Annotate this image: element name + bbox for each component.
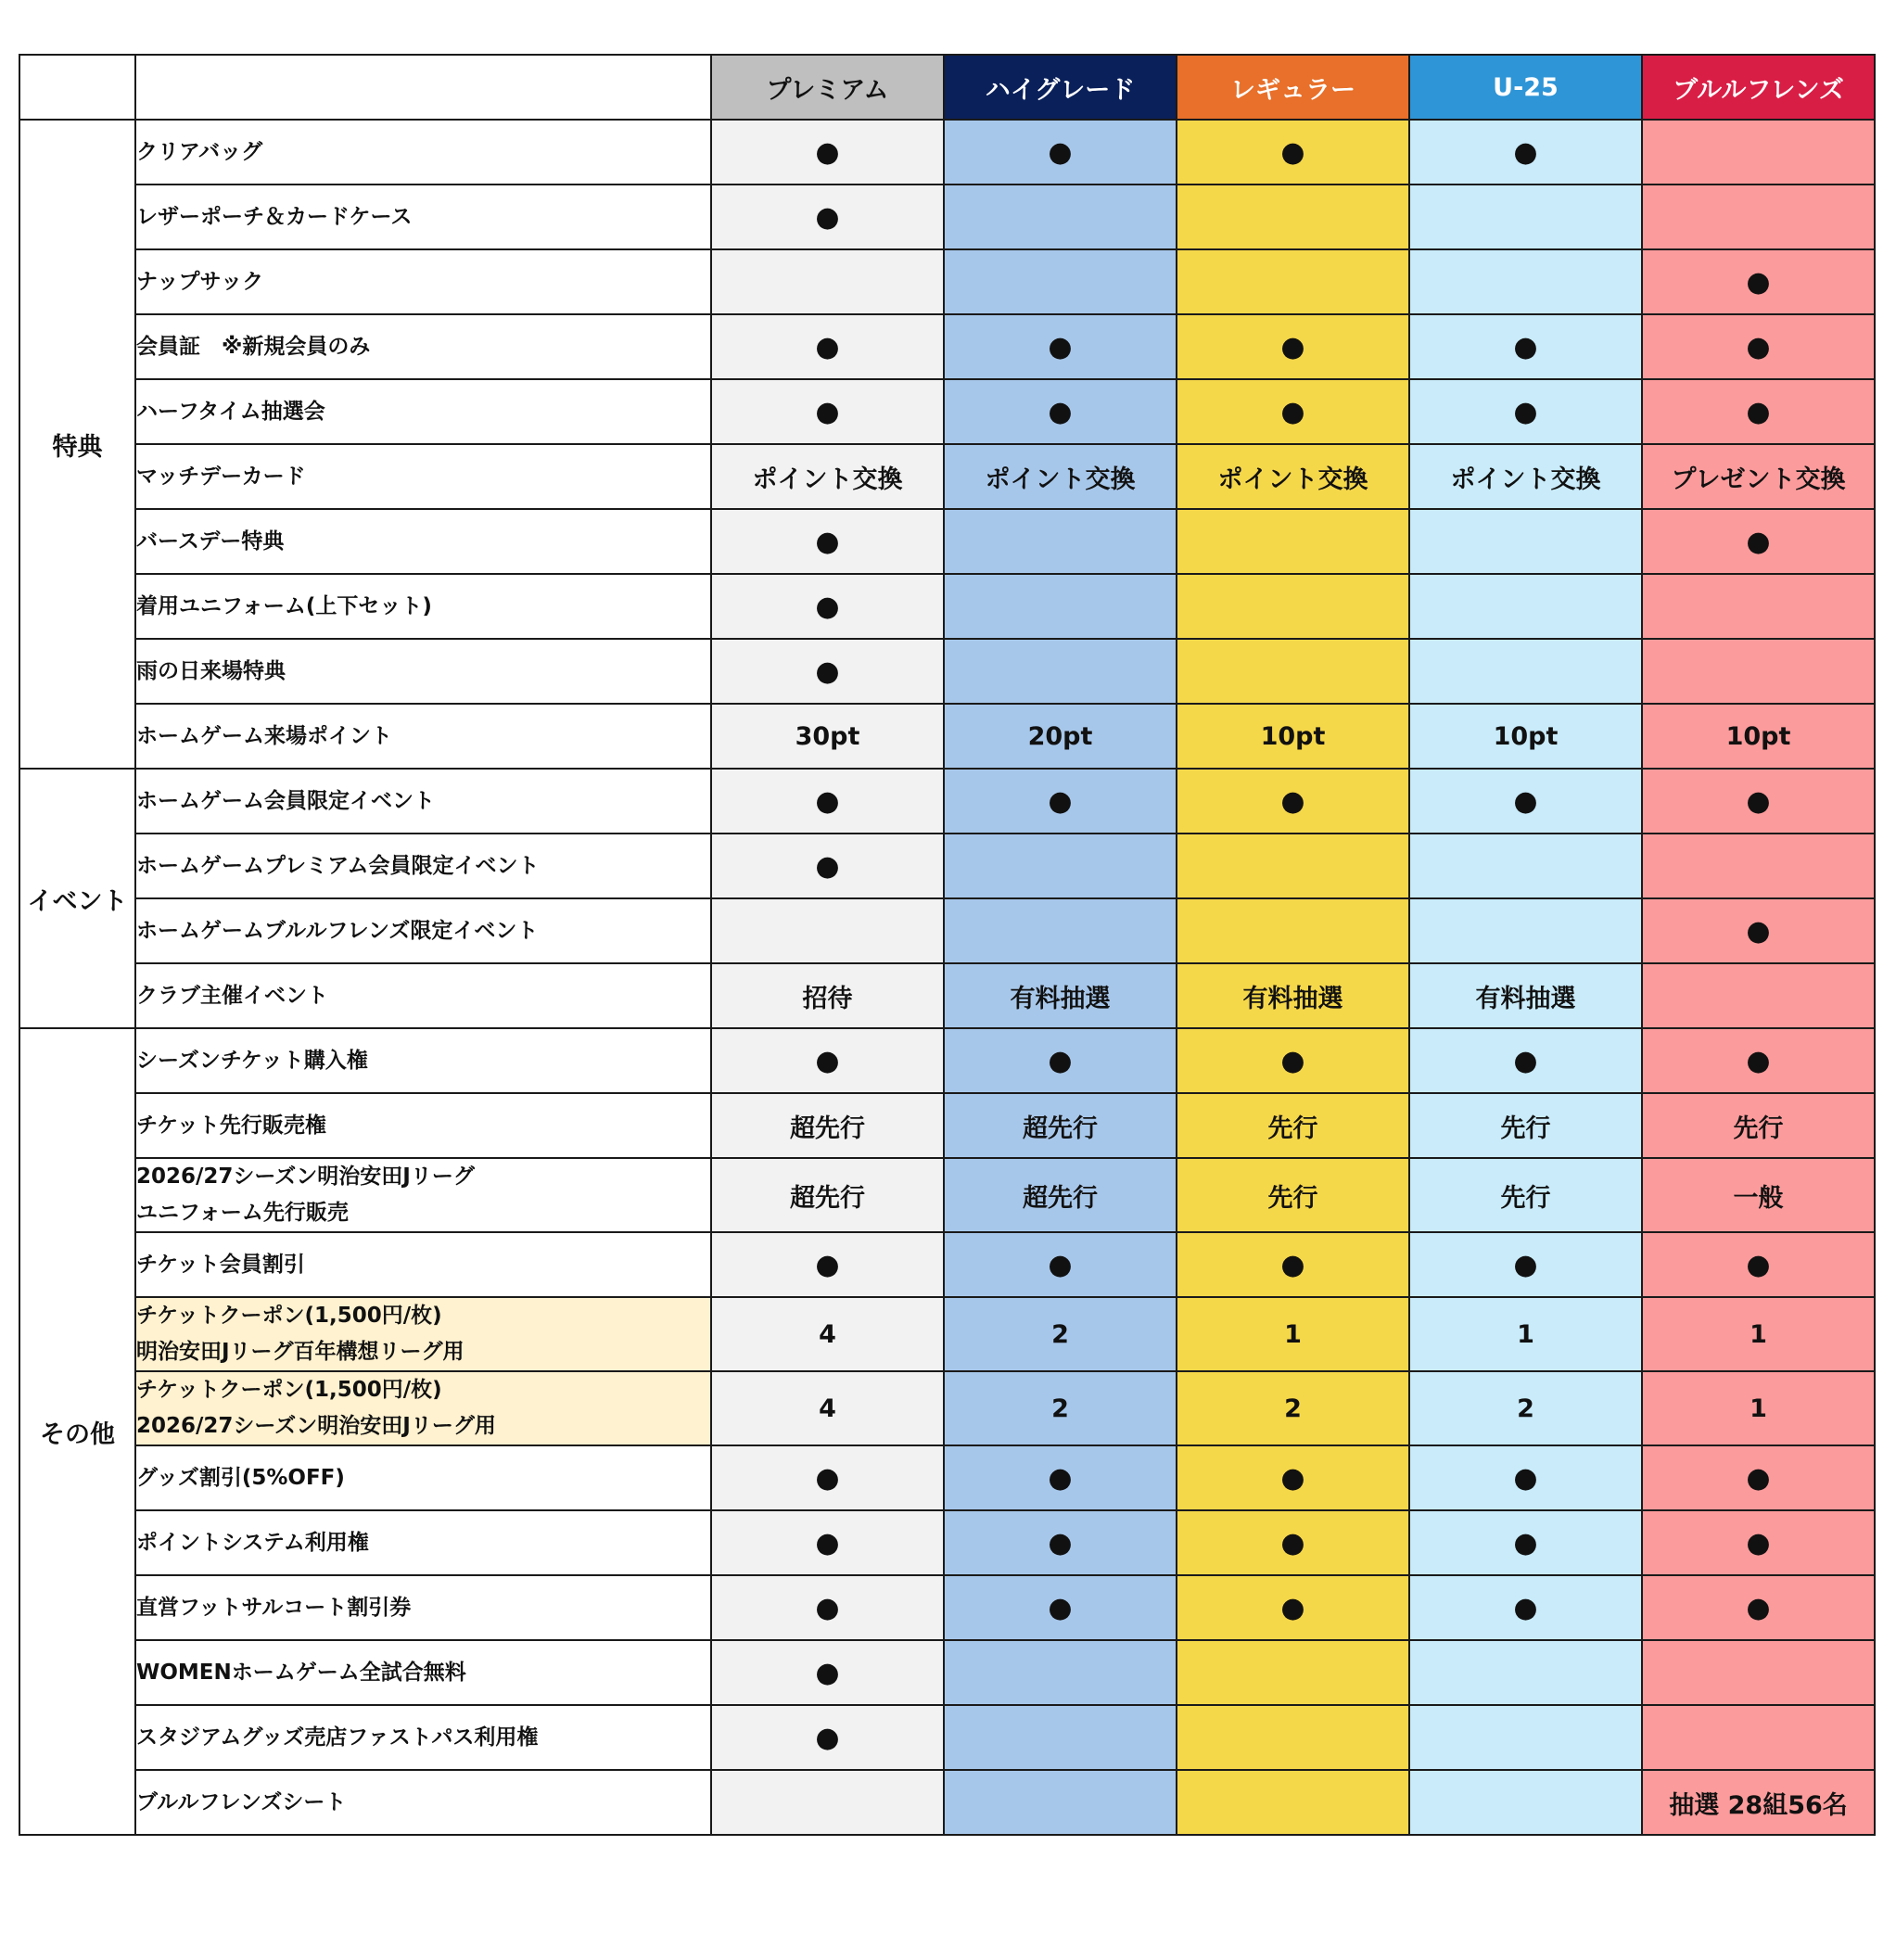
benefit-value-cell (1177, 1640, 1409, 1705)
benefit-value-cell (1642, 120, 1875, 185)
section-category-label: その他 (19, 1028, 135, 1835)
benefit-label-line: 会員証 ※新規会員のみ (136, 334, 371, 359)
benefit-value-cell (944, 1705, 1177, 1770)
included-mark-cell: ● (1177, 769, 1409, 834)
included-mark-cell: ● (1177, 1445, 1409, 1510)
benefit-value-cell: 20pt (944, 704, 1177, 769)
benefit-value-cell: 30pt (711, 704, 944, 769)
plan-header-premium: プレミアム (711, 55, 944, 120)
plan-header-regular: レギュラー (1177, 55, 1409, 120)
benefit-row (19, 120, 1875, 185)
benefit-value-cell (944, 249, 1177, 314)
benefit-value-cell (1177, 574, 1409, 639)
benefit-value-cell (1409, 1705, 1642, 1770)
included-mark-cell: ● (944, 120, 1177, 185)
included-mark-cell: ● (944, 1028, 1177, 1093)
included-mark-cell: ● (1642, 249, 1875, 314)
included-mark-cell: ● (1642, 898, 1875, 963)
benefit-label (135, 1510, 711, 1575)
included-mark-cell: ● (1177, 314, 1409, 379)
benefit-row (19, 1158, 1875, 1232)
benefit-row (19, 1705, 1875, 1770)
included-mark-cell: ● (944, 1575, 1177, 1640)
benefit-label-line: グッズ割引(5%OFF) (136, 1465, 345, 1490)
included-mark-cell: ● (711, 1705, 944, 1770)
included-mark-cell: ● (1177, 120, 1409, 185)
benefit-label-line: クラブ主催イベント (136, 983, 328, 1008)
benefit-label (135, 1028, 711, 1093)
benefit-row (19, 639, 1875, 704)
benefit-row (19, 1028, 1875, 1093)
benefit-label-line: ハーフタイム抽選会 (136, 399, 325, 424)
included-mark-cell: ● (1409, 1445, 1642, 1510)
benefit-value-cell: 先行 (1409, 1158, 1642, 1232)
benefit-value-cell: 先行 (1177, 1158, 1409, 1232)
benefit-value-cell: 先行 (1642, 1093, 1875, 1158)
benefit-value-cell (1409, 898, 1642, 963)
included-mark-cell: ● (1642, 769, 1875, 834)
benefit-value-cell (944, 1770, 1177, 1835)
benefit-value-cell: 4 (711, 1371, 944, 1445)
benefit-label-line: ブルルフレンズシート (136, 1789, 347, 1814)
included-mark-cell: ● (1409, 120, 1642, 185)
benefit-value-cell: 10pt (1409, 704, 1642, 769)
benefit-value-cell (1642, 639, 1875, 704)
benefit-value-cell: ポイント交換 (1177, 444, 1409, 509)
included-mark-cell: ● (711, 509, 944, 574)
included-mark-cell: ● (711, 1640, 944, 1705)
benefit-value-cell (1409, 639, 1642, 704)
header-label-blank (135, 55, 711, 120)
benefit-value-cell (711, 898, 944, 963)
included-mark-cell: ● (711, 639, 944, 704)
benefit-label-line: クリアバッグ (136, 139, 263, 164)
benefit-row (19, 834, 1875, 898)
plan-header-high-grade: ハイグレード (944, 55, 1177, 120)
included-mark-cell: ● (711, 314, 944, 379)
included-mark-cell: ● (711, 1575, 944, 1640)
benefit-value-cell (1409, 185, 1642, 249)
benefit-label (135, 1575, 711, 1640)
benefit-value-cell: 有料抽選 (944, 963, 1177, 1028)
benefit-value-cell (1177, 639, 1409, 704)
benefit-row (19, 1297, 1875, 1371)
benefit-value-cell: ポイント交換 (711, 444, 944, 509)
benefit-value-cell (944, 898, 1177, 963)
benefit-value-cell: 超先行 (711, 1158, 944, 1232)
benefit-label-line: チケットクーポン(1,500円/枚) (136, 1304, 442, 1328)
included-mark-cell: ● (1409, 379, 1642, 444)
benefit-label-line: スタジアムグッズ売店ファストパス利用権 (136, 1725, 539, 1750)
included-mark-cell: ● (1177, 1575, 1409, 1640)
benefit-value-cell (1642, 185, 1875, 249)
benefit-value-cell (944, 834, 1177, 898)
benefit-row (19, 1371, 1875, 1445)
benefit-label (135, 120, 711, 185)
benefit-value-cell (1642, 574, 1875, 639)
benefit-label (135, 1297, 711, 1371)
included-mark-cell: ● (944, 1510, 1177, 1575)
included-mark-cell: ● (1642, 1232, 1875, 1297)
benefit-value-cell: 10pt (1642, 704, 1875, 769)
benefit-value-cell: ポイント交換 (944, 444, 1177, 509)
included-mark-cell: ● (1642, 509, 1875, 574)
benefit-label (135, 769, 711, 834)
benefit-value-cell (944, 185, 1177, 249)
benefit-value-cell (1177, 249, 1409, 314)
benefit-value-cell: 2 (944, 1371, 1177, 1445)
benefit-row (19, 249, 1875, 314)
included-mark-cell: ● (944, 314, 1177, 379)
benefit-value-cell: 超先行 (711, 1093, 944, 1158)
benefit-value-cell: 2 (1177, 1371, 1409, 1445)
benefit-value-cell: 超先行 (944, 1158, 1177, 1232)
benefit-label-line: シーズンチケット購入権 (136, 1048, 368, 1073)
benefit-value-cell: 招待 (711, 963, 944, 1028)
benefit-value-cell (944, 509, 1177, 574)
benefit-value-cell: 先行 (1409, 1093, 1642, 1158)
benefit-row (19, 1445, 1875, 1510)
benefit-value-cell: 有料抽選 (1409, 963, 1642, 1028)
benefit-row (19, 1510, 1875, 1575)
benefit-value-cell: 一般 (1642, 1158, 1875, 1232)
benefit-value-cell (1642, 1640, 1875, 1705)
benefit-label (135, 379, 711, 444)
included-mark-cell: ● (711, 1510, 944, 1575)
benefit-row (19, 963, 1875, 1028)
benefit-value-cell (1177, 1770, 1409, 1835)
included-mark-cell: ● (1642, 314, 1875, 379)
benefit-label (135, 1445, 711, 1510)
benefit-label-line: 着用ユニフォーム(上下セット) (136, 593, 432, 618)
benefit-label (135, 314, 711, 379)
benefit-label (135, 444, 711, 509)
benefit-row (19, 1093, 1875, 1158)
included-mark-cell: ● (944, 769, 1177, 834)
benefit-label (135, 1705, 711, 1770)
included-mark-cell: ● (944, 1232, 1177, 1297)
benefit-row (19, 1640, 1875, 1705)
benefit-row (19, 1770, 1875, 1835)
benefit-row (19, 898, 1875, 963)
benefit-value-cell: 先行 (1177, 1093, 1409, 1158)
plan-header-u25: U-25 (1409, 55, 1642, 120)
included-mark-cell: ● (1409, 769, 1642, 834)
included-mark-cell: ● (1177, 1232, 1409, 1297)
benefit-label-line: レザーポーチ＆カードケース (136, 204, 413, 229)
benefit-value-cell: 4 (711, 1297, 944, 1371)
benefit-label (135, 898, 711, 963)
included-mark-cell: ● (1409, 1575, 1642, 1640)
benefit-label-line: 2026/27シーズン明治安田Jリーグ (136, 1165, 475, 1189)
benefit-row (19, 314, 1875, 379)
benefit-label-line: バースデー特典 (136, 528, 285, 554)
included-mark-cell: ● (1409, 1510, 1642, 1575)
benefit-value-cell: ポイント交換 (1409, 444, 1642, 509)
benefit-value-cell: 2 (1409, 1371, 1642, 1445)
benefit-label (135, 249, 711, 314)
included-mark-cell: ● (1177, 379, 1409, 444)
section-category-label: イベント (19, 769, 135, 1028)
benefit-label-line: 2026/27シーズン明治安田Jリーグ用 (136, 1414, 496, 1438)
benefit-value-cell (1177, 898, 1409, 963)
benefit-value-cell (1409, 249, 1642, 314)
benefit-label-line: ポイントシステム利用権 (136, 1530, 369, 1555)
benefit-value-cell (1177, 509, 1409, 574)
included-mark-cell: ● (711, 185, 944, 249)
benefit-value-cell: 抽選 28組56名 (1642, 1770, 1875, 1835)
plan-header-row (19, 55, 1875, 120)
benefit-label (135, 509, 711, 574)
benefit-label-line: チケット先行販売権 (136, 1113, 326, 1138)
benefit-value-cell (944, 574, 1177, 639)
benefit-label (135, 1640, 711, 1705)
included-mark-cell: ● (1177, 1510, 1409, 1575)
benefit-value-cell (1642, 1705, 1875, 1770)
included-mark-cell: ● (711, 1445, 944, 1510)
included-mark-cell: ● (711, 120, 944, 185)
benefit-label-line: 明治安田Jリーグ百年構想リーグ用 (136, 1340, 464, 1364)
benefit-value-cell (1177, 1705, 1409, 1770)
membership-benefits-table (19, 54, 1876, 1836)
benefit-value-cell (711, 249, 944, 314)
benefit-label-line: マッチデーカード (136, 464, 306, 489)
benefit-value-cell: 有料抽選 (1177, 963, 1409, 1028)
included-mark-cell: ● (1409, 1232, 1642, 1297)
benefit-label-line: ホームゲームブルルフレンズ限定イベント (136, 918, 539, 943)
benefit-row (19, 1232, 1875, 1297)
benefit-row (19, 185, 1875, 249)
included-mark-cell: ● (711, 574, 944, 639)
benefit-label (135, 1371, 711, 1445)
benefit-label-line: ナップサック (136, 269, 264, 294)
benefit-label (135, 1158, 711, 1232)
included-mark-cell: ● (711, 834, 944, 898)
table-body (19, 55, 1875, 1835)
benefit-value-cell (944, 639, 1177, 704)
benefit-value-cell (1642, 834, 1875, 898)
included-mark-cell: ● (711, 769, 944, 834)
benefit-value-cell: 1 (1409, 1297, 1642, 1371)
benefit-label-line: ホームゲーム会員限定イベント (136, 788, 435, 813)
header-corner-blank (19, 55, 135, 120)
included-mark-cell: ● (944, 379, 1177, 444)
benefit-value-cell (711, 1770, 944, 1835)
benefit-value-cell: 1 (1642, 1297, 1875, 1371)
included-mark-cell: ● (1642, 1445, 1875, 1510)
benefit-value-cell: 1 (1642, 1371, 1875, 1445)
benefit-value-cell (1642, 963, 1875, 1028)
benefit-label-line: ホームゲームプレミアム会員限定イベント (136, 853, 540, 878)
benefit-label-line: ユニフォーム先行販売 (136, 1201, 349, 1225)
benefit-label-line: 直営フットサルコート割引券 (136, 1595, 412, 1620)
benefit-label (135, 639, 711, 704)
benefit-label-line: チケット会員割引 (136, 1252, 305, 1277)
benefit-label (135, 1232, 711, 1297)
benefit-row (19, 1575, 1875, 1640)
benefit-value-cell: プレゼント交換 (1642, 444, 1875, 509)
benefit-row (19, 574, 1875, 639)
included-mark-cell: ● (1642, 379, 1875, 444)
benefit-value-cell: 超先行 (944, 1093, 1177, 1158)
benefit-row (19, 444, 1875, 509)
included-mark-cell: ● (1409, 1028, 1642, 1093)
benefit-label (135, 704, 711, 769)
benefit-label-line: チケットクーポン(1,500円/枚) (136, 1378, 442, 1402)
included-mark-cell: ● (1642, 1575, 1875, 1640)
benefit-value-cell: 2 (944, 1297, 1177, 1371)
benefit-row (19, 769, 1875, 834)
benefit-label (135, 834, 711, 898)
included-mark-cell: ● (711, 1232, 944, 1297)
included-mark-cell: ● (1642, 1028, 1875, 1093)
benefit-value-cell (1177, 834, 1409, 898)
benefit-value-cell (1409, 1770, 1642, 1835)
benefit-label (135, 963, 711, 1028)
included-mark-cell: ● (1177, 1028, 1409, 1093)
benefit-label (135, 574, 711, 639)
benefit-value-cell (1409, 574, 1642, 639)
benefit-row (19, 509, 1875, 574)
benefit-label (135, 185, 711, 249)
benefit-label-line: 雨の日来場特典 (136, 658, 286, 683)
benefit-value-cell: 10pt (1177, 704, 1409, 769)
benefit-value-cell (1409, 834, 1642, 898)
included-mark-cell: ● (1409, 314, 1642, 379)
section-category-label: 特典 (19, 120, 135, 769)
benefit-value-cell (1409, 509, 1642, 574)
included-mark-cell: ● (1642, 1510, 1875, 1575)
benefit-row (19, 704, 1875, 769)
benefit-label (135, 1093, 711, 1158)
included-mark-cell: ● (711, 379, 944, 444)
benefit-value-cell: 1 (1177, 1297, 1409, 1371)
benefit-label (135, 1770, 711, 1835)
benefit-value-cell (1177, 185, 1409, 249)
plan-header-bururu-friends: ブルルフレンズ (1642, 55, 1875, 120)
benefit-label-line: WOMENホームゲーム全試合無料 (136, 1660, 466, 1685)
benefit-value-cell (1409, 1640, 1642, 1705)
included-mark-cell: ● (711, 1028, 944, 1093)
included-mark-cell: ● (944, 1445, 1177, 1510)
benefit-value-cell (944, 1640, 1177, 1705)
benefit-row (19, 379, 1875, 444)
benefit-label-line: ホームゲーム来場ポイント (136, 723, 392, 748)
